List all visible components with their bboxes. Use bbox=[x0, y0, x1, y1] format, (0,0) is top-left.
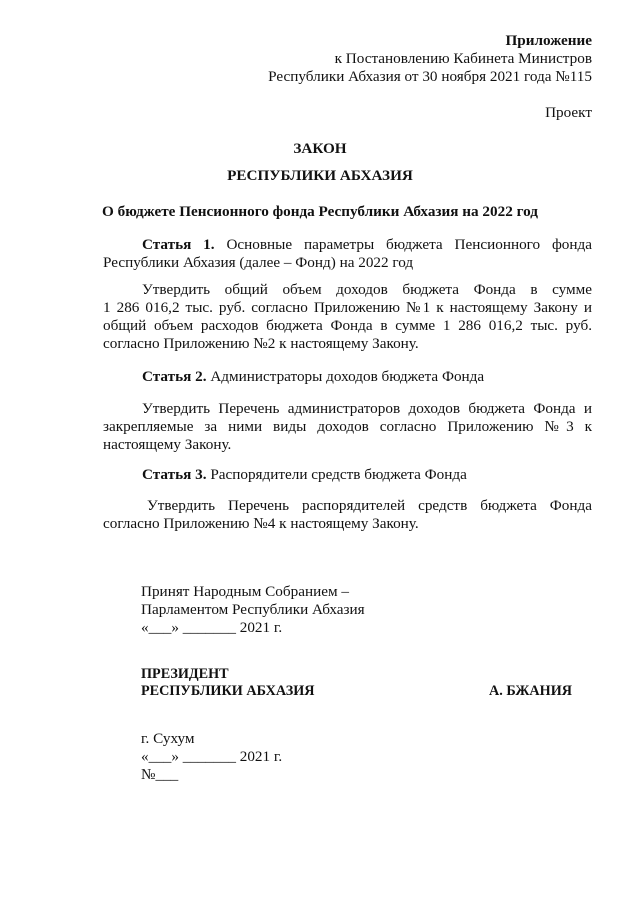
adoption-line-1: Принят Народным Собранием – bbox=[141, 583, 349, 600]
article-3-heading bbox=[142, 466, 467, 484]
article-1-label: Статья 1. bbox=[142, 236, 215, 253]
article-1-paragraph-line-4: согласно Приложению №2 к настоящему Закону. bbox=[103, 335, 419, 352]
adoption-date: «___» _______ 2021 г. bbox=[141, 619, 283, 636]
appendix-line-3: Республики Абхазия от 30 ноября 2021 года №115 bbox=[268, 68, 592, 85]
law-subject: О бюджете Пенсионного фонда Республики Абхазия на 2022 год bbox=[102, 203, 538, 220]
signature-name: А. БЖАНИЯ bbox=[489, 683, 572, 699]
appendix-line-2: к Постановлению Кабинета Министров bbox=[334, 50, 592, 67]
article-2-heading bbox=[142, 368, 484, 386]
law-title: ЗАКОН bbox=[293, 140, 347, 157]
signature-title-1: ПРЕЗИДЕНТ bbox=[141, 666, 229, 682]
article-1-paragraph-line-1: Утвердить общий объем доходов бюджета Фонда в сумме bbox=[142, 281, 592, 298]
article-2-heading-text: Администраторы доходов бюджета Фонда bbox=[210, 368, 485, 385]
signature-title-2: РЕСПУБЛИКИ АБХАЗИЯ bbox=[141, 683, 315, 699]
article-2-label: Статья 2. bbox=[142, 368, 207, 385]
article-2-paragraph-line-1: Утвердить Перечень администраторов доходов бюджета Фонда и bbox=[142, 400, 592, 417]
article-1-heading-text: Основные параметры бюджета Пенсионного фонда bbox=[226, 236, 592, 253]
article-2-paragraph-line-2: закрепляемые за ними виды доходов согласно Приложению №3 к bbox=[103, 418, 592, 435]
article-3-label: Статья 3. bbox=[142, 466, 207, 483]
article-3-paragraph-line-2: согласно Приложению №4 к настоящему Закону. bbox=[103, 515, 419, 532]
republic-title: РЕСПУБЛИКИ АБХАЗИЯ bbox=[227, 167, 413, 184]
adoption-line-2: Парламентом Республики Абхазия bbox=[141, 601, 365, 618]
place-number: №___ bbox=[141, 766, 179, 783]
article-3-paragraph-line-1: Утвердить Перечень распорядителей средств бюджета Фонда bbox=[147, 497, 592, 514]
appendix-label: Приложение bbox=[505, 32, 592, 49]
article-1-heading-line-1 bbox=[103, 236, 592, 254]
article-1-paragraph-line-3: общий объем расходов бюджета Фонда в сумме 1 286 016,2 тыс. руб. bbox=[103, 317, 592, 334]
article-2-paragraph-line-3: настоящему Закону. bbox=[103, 436, 232, 453]
place-date: «___» _______ 2021 г. bbox=[141, 748, 283, 765]
article-1-heading-line-2: Республики Абхазия (далее – Фонд) на 2022 год bbox=[103, 254, 414, 271]
article-3-heading-text: Распорядители средств бюджета Фонда bbox=[210, 466, 467, 483]
draft-label: Проект bbox=[545, 104, 592, 121]
place-city: г. Сухум bbox=[141, 730, 195, 747]
article-1-paragraph-line-2: 1 286 016,2 тыс. руб. согласно Приложению №1 к настоящему Закону и bbox=[103, 299, 592, 316]
